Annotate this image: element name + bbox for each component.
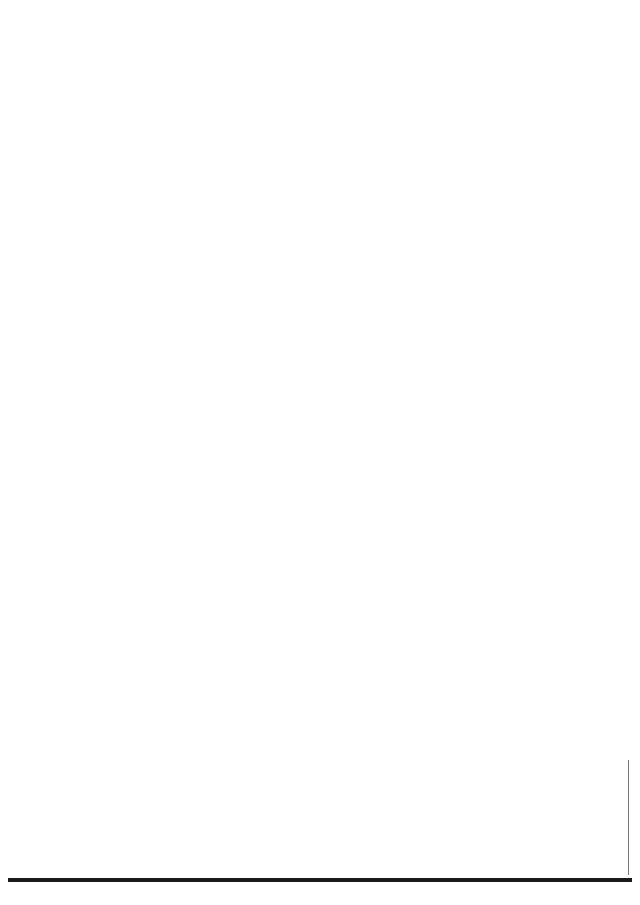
page-edge-mark	[628, 760, 629, 875]
page-bottom-border	[8, 878, 632, 882]
